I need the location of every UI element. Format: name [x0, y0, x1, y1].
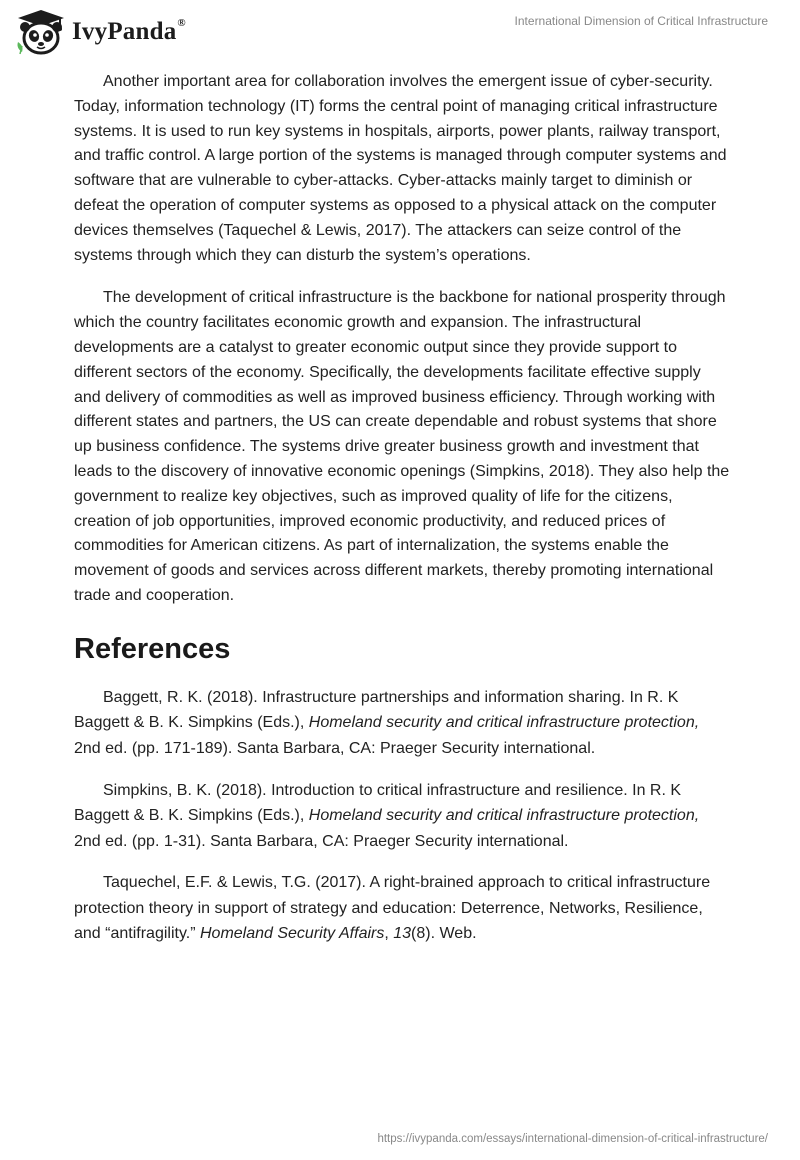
ivypanda-logo[interactable] [14, 8, 186, 56]
references-heading: References [74, 632, 231, 665]
body-paragraph: The development of critical infrastructure is the backbone for national prosperity through which the country facilitates economic growth and expansion. The infrastructural developments are a catalyst to greater economic output since they provide support to different sectors of the economy. Specifically, the developments facilitate effective supply and delivery of commodities as well as improved business efficiency. Through working with different states and partners, the US can create dependable and robust systems that shore up business confidence. The systems drive greater business growth and investment that leads to the discovery of innovative economic openings (Simpkins, 2018). They also help the government to realize key objectives, such as improved quality of life for the citizens, creation of job opportunities, improved economic productivity, and reduced prices of commodities for American citizens. As part of internalization, the systems enable the movement of goods and services across different markets, thereby promoting international trade and cooperation. [74, 289, 730, 604]
document-body [74, 70, 730, 963]
page-header [0, 0, 800, 62]
source-url-link[interactable]: https://ivypanda.com/essays/international-dimension-of-critical-infrastructure/ [377, 1133, 768, 1145]
document-title: International Dimension of Critical Infrastructure [514, 14, 768, 28]
reference-entry: Taquechel, E.F. & Lewis, T.G. (2017). A right-brained approach to critical infrastructure protection theory in support of strategy and education: Deterrence, Networks, Resilience, and “antifragility.” Homeland Security Affairs, 13(8). Web. [74, 874, 711, 943]
logo-text: IvyPanda® [72, 16, 186, 45]
panda-graduate-icon [14, 8, 68, 56]
reference-entry: Baggett, R. K. (2018). Infrastructure partnerships and information sharing. In R. K Baggett & B. K. Simpkins (Eds.), Homeland security and critical infrastructure protection, 2nd ed. (pp. 171-189). Santa Barbara, CA: Praeger Security international. [74, 688, 700, 757]
body-paragraph: Another important area for collaboration involves the emergent issue of cyber-security. Today, information technology (IT) forms the central point of managing critical infrastructure systems. It is used to run key systems in hospitals, airports, power plants, railway transport, and traffic control. A large portion of the systems is managed through computer systems and software that are vulnerable to cyber-attacks. Cyber-attacks mainly target to diminish or defeat the operation of computer systems as opposed to a physical attack on the computer devices themselves (Taquechel & Lewis, 2017). The attackers can seize control of the systems through which they can disturb the system’s operations. [74, 73, 727, 264]
reference-entry: Simpkins, B. K. (2018). Introduction to critical infrastructure and resilience. In R. K Baggett & B. K. Simpkins (Eds.), Homeland security and critical infrastructure protection, 2nd ed. (pp. 1-31). Santa Barbara, CA: Praeger Security international. [74, 781, 700, 850]
